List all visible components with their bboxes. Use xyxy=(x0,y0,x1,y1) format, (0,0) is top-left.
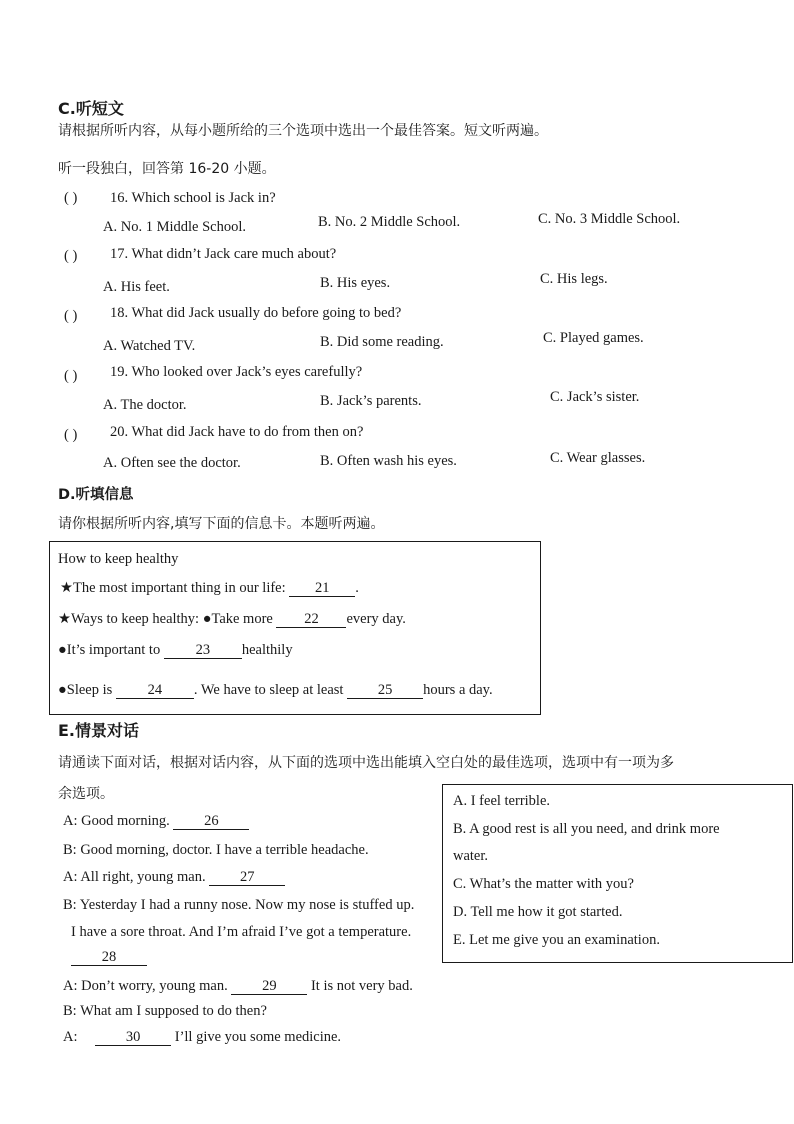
dialogue-text: A: Good morning. xyxy=(63,813,170,829)
line-3-end: healthily xyxy=(241,642,293,658)
dialogue-line-9 xyxy=(63,1029,341,1046)
line-4-text: ●Sleep is xyxy=(58,682,113,698)
dialogue-line-4: B: Yesterday I had a runny nose. Now my nose is stuffed up. xyxy=(63,897,415,913)
section-e-instruction-1: 请通读下面对话，根据对话内容，从下面的选项中选出能填入空白处的最佳选项，选项中有一项为多 xyxy=(58,755,674,771)
section-d-instruction: 请你根据所听内容,填写下面的信息卡。本题听两遍。 xyxy=(58,516,385,532)
q19-option-c: C. Jack’s sister. xyxy=(550,389,640,405)
dialogue-line-1 xyxy=(63,813,249,830)
section-c-instruction: 请根据所听内容，从每小题所给的三个选项中选出一个最佳答案。短文听两遍。 xyxy=(58,123,548,139)
section-e-instruction-2: 余选项。 xyxy=(58,786,114,802)
answer-paren: ( ) xyxy=(64,248,78,264)
dialogue-line-3 xyxy=(63,869,285,886)
dialogue-text: A: xyxy=(63,1029,78,1045)
section-c-sub-instruction: 听一段独白，回答第 16-20 小题。 xyxy=(58,161,276,177)
blank-24[interactable]: 24 xyxy=(116,683,194,699)
dialogue-line-7 xyxy=(63,978,413,995)
question-16: 16. Which school is Jack in? xyxy=(110,190,276,206)
dialogue-line-5: I have a sore throat. And I’m afraid I’ve got a temperature. xyxy=(71,924,412,940)
info-card-line-3 xyxy=(58,642,293,659)
question-18: 18. What did Jack usually do before going to bed? xyxy=(110,305,402,321)
line-4-middle: . We have to sleep at least xyxy=(193,682,344,698)
option-d: D. Tell me how it got started. xyxy=(453,904,623,920)
q18-option-c: C. Played games. xyxy=(543,330,644,346)
answer-paren: ( ) xyxy=(64,368,78,384)
q17-option-c: C. His legs. xyxy=(540,271,608,287)
dialogue-line-6 xyxy=(71,949,147,966)
q17-option-a: A. His feet. xyxy=(103,279,170,295)
question-19: 19. Who looked over Jack’s eyes carefully? xyxy=(110,364,363,380)
line-1-text: ★The most important thing in our life: xyxy=(60,580,286,596)
line-2-text: ★Ways to keep healthy: ●Take more xyxy=(58,611,273,627)
blank-30[interactable]: 30 xyxy=(95,1030,171,1046)
question-20: 20. What did Jack have to do from then on? xyxy=(110,424,364,440)
answer-paren: ( ) xyxy=(64,427,78,443)
q16-option-c: C. No. 3 Middle School. xyxy=(538,211,681,227)
info-card-line-2 xyxy=(58,611,406,628)
q20-option-a: A. Often see the doctor. xyxy=(103,455,241,471)
q16-option-a: A. No. 1 Middle School. xyxy=(103,219,246,235)
blank-26[interactable]: 26 xyxy=(173,814,249,830)
answer-paren: ( ) xyxy=(64,190,78,206)
line-1-end: . xyxy=(355,580,359,596)
question-17: 17. What didn’t Jack care much about? xyxy=(110,246,337,262)
info-card-line-1 xyxy=(60,580,359,597)
blank-22[interactable]: 22 xyxy=(276,612,346,628)
blank-21[interactable]: 21 xyxy=(289,581,355,597)
dialogue-text: A: All right, young man. xyxy=(63,869,206,885)
q16-option-b: B. No. 2 Middle School. xyxy=(318,214,461,230)
option-b-continued: water. xyxy=(453,848,489,864)
blank-23[interactable]: 23 xyxy=(164,643,242,659)
blank-29[interactable]: 29 xyxy=(231,979,307,995)
section-d-title: D.听填信息 xyxy=(58,487,134,503)
q19-option-b: B. Jack’s parents. xyxy=(320,393,422,409)
q20-option-c: C. Wear glasses. xyxy=(550,450,646,466)
section-c-title: C.听短文 xyxy=(58,99,124,118)
q18-option-a: A. Watched TV. xyxy=(103,338,196,354)
blank-27[interactable]: 27 xyxy=(209,870,285,886)
info-card-line-4 xyxy=(58,682,493,699)
dialogue-text: A: Don’t worry, young man. xyxy=(63,978,228,994)
q17-option-b: B. His eyes. xyxy=(320,275,391,291)
q19-option-a: A. The doctor. xyxy=(103,397,187,413)
line-2-end: every day. xyxy=(346,611,406,627)
dialogue-text-end: It is not very bad. xyxy=(310,978,413,994)
option-b: B. A good rest is all you need, and drink more xyxy=(453,821,720,837)
line-3-text: ●It’s important to xyxy=(58,642,161,658)
q20-option-b: B. Often wash his eyes. xyxy=(320,453,457,469)
option-c: C. What’s the matter with you? xyxy=(453,876,634,892)
answer-paren: ( ) xyxy=(64,308,78,324)
q18-option-b: B. Did some reading. xyxy=(320,334,444,350)
section-e-title: E.情景对话 xyxy=(58,721,140,740)
blank-28[interactable]: 28 xyxy=(71,950,147,966)
info-card-title: How to keep healthy xyxy=(58,551,179,567)
line-4-end: hours a day. xyxy=(423,682,493,698)
dialogue-text-end: I’ll give you some medicine. xyxy=(174,1029,342,1045)
dialogue-line-2: B: Good morning, doctor. I have a terrible headache. xyxy=(63,842,369,858)
blank-25[interactable]: 25 xyxy=(347,683,423,699)
option-e: E. Let me give you an examination. xyxy=(453,932,660,948)
option-a: A. I feel terrible. xyxy=(453,793,551,809)
dialogue-line-8: B: What am I supposed to do then? xyxy=(63,1003,267,1019)
